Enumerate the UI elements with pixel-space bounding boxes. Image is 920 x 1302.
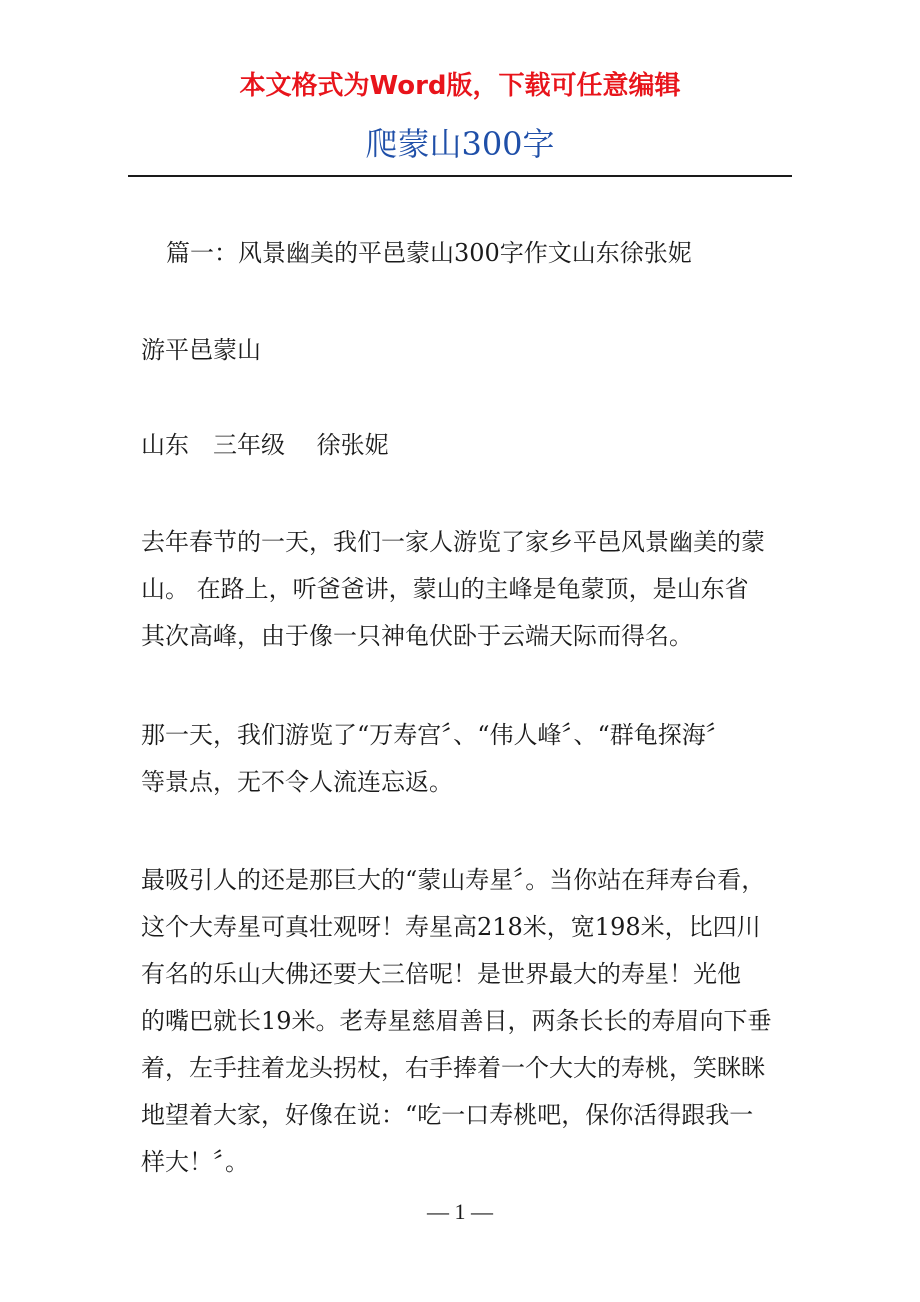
essay-subtitle: 游平邑蒙山: [141, 336, 261, 364]
paragraph-3-line-4: 的嘴巴就长19米。老寿星慈眉善目，两条长长的寿眉向下垂: [141, 1007, 772, 1035]
paragraph-2-line-2: 等景点，无不令人流连忘返。: [141, 768, 453, 796]
paragraph-3-line-2: 这个大寿星可真壮观呀！寿星高218米，宽198米，比四川: [141, 913, 761, 941]
paragraph-3-line-1: 最吸引人的还是那巨大的“蒙山寿星〞。当你站在拜寿台看，: [141, 866, 766, 894]
author-line: 山东 三年级 徐张妮: [141, 431, 389, 459]
paragraph-3-line-7: 样大！〞。: [141, 1148, 249, 1176]
document-title: 爬蒙山300字: [365, 125, 555, 163]
paragraph-3-line-6: 地望着大家，好像在说：“吃一口寿桃吧，保你活得跟我一: [141, 1101, 754, 1129]
paragraph-1-line-3: 其次高峰，由于像一只神龟伏卧于云端天际而得名。: [141, 622, 693, 650]
download-notice: 本文格式为Word版，下载可任意编辑: [239, 71, 681, 101]
essay-heading: 篇一：风景幽美的平邑蒙山300字作文山东徐张妮: [166, 239, 692, 267]
paragraph-3-line-5: 着，左手拄着龙头拐杖，右手捧着一个大大的寿桃，笑眯眯: [141, 1054, 765, 1082]
paragraph-3-line-3: 有名的乐山大佛还要大三倍呢！是世界最大的寿星！光他: [141, 960, 741, 988]
paragraph-1-line-2: 山。 在路上，听爸爸讲，蒙山的主峰是龟蒙顶，是山东省: [141, 575, 749, 603]
title-divider: [128, 175, 792, 177]
paragraph-2-line-1: 那一天，我们游览了“万寿宫〞、“伟人峰〞、“群龟探海〞: [141, 721, 730, 749]
page-number: — 1 —: [427, 1199, 493, 1224]
paragraph-1-line-1: 去年春节的一天，我们一家人游览了家乡平邑风景幽美的蒙: [141, 528, 765, 556]
